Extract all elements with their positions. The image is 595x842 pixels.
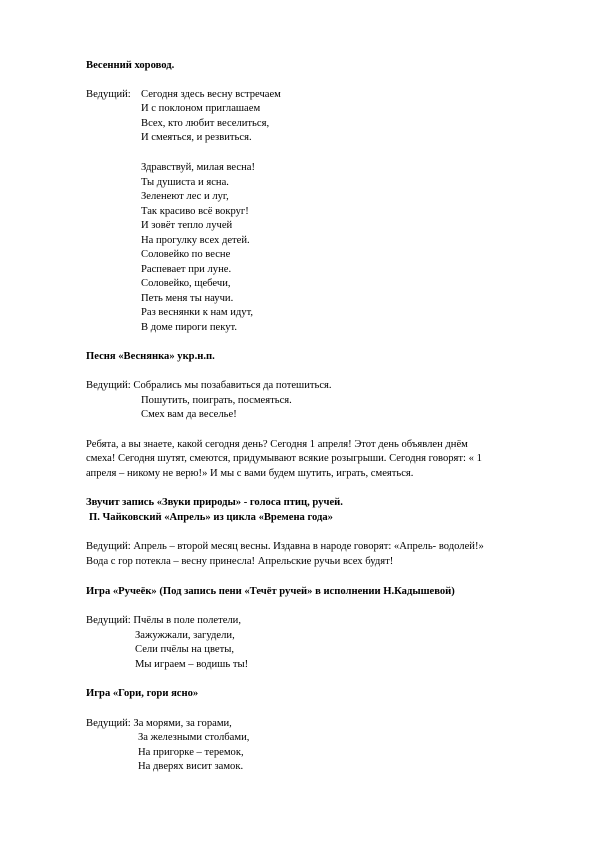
verse-line: Пошутить, поиграть, посмеяться. [141,395,292,406]
paragraph-line: Ведущий: Апрель – второй месяц весны. Издавна в народе говорят: «Апрель- водолей!» [86,541,484,552]
sound-heading: Звучит запись «Звуки природы» - голоса птиц, ручей. [86,497,343,508]
verse-line: И зовёт тепло лучей [141,220,233,231]
verse-line: Здравствуй, милая весна! [141,162,255,173]
verse-line: Зажужжали, загудели, [135,630,235,641]
paragraph-line: Ребята, а вы знаете, какой сегодня день? Сегодня 1 апреля! Этот день объявлен днём [86,439,468,450]
verse-line: Ты душиста и ясна. [141,177,229,188]
music-heading: П. Чайковский «Апрель» из цикла «Времена года» [89,512,333,523]
verse-line: На пригорке – теремок, [138,747,244,758]
verse-line: На прогулку всех детей. [141,235,250,246]
verse-line: За железными столбами, [138,732,250,743]
verse-line: Распевает при луне. [141,264,232,275]
verse-line: Соловейко, щебечи, [141,278,231,289]
song-heading: Песня «Веснянка» укр.н.п. [86,351,215,362]
verse-line: Петь меня ты научи. [141,293,234,304]
game-heading: Игра «Гори, гори ясно» [86,688,199,699]
verse-line: И с поклоном приглашаем [141,103,261,114]
paragraph-line: смеха! Сегодня шутят, смеются, придумывают всякие розыгрыши. Сегодня говорят: « 1 [86,453,482,464]
verse-line: Ведущий: Собрались мы позабавиться да потешиться. [86,380,332,391]
paragraph-line: Вода с гор потекла – весну принесла! Апрельские ручьи всех будят! [86,556,394,567]
verse-line: Так красиво всё вокруг! [141,206,249,217]
verse-line: Мы играем – водишь ты! [135,659,249,670]
speaker-label: Ведущий: [86,89,131,100]
verse-line: Сели пчёлы на цветы, [135,644,234,655]
document-title: Весенний хоровод. [86,60,175,71]
verse-line: На дверях висит замок. [138,761,244,772]
verse-line: Раз веснянки к нам идут, [141,307,254,318]
verse-line: Ведущий: За морями, за горами, [86,718,232,729]
paragraph-line: апреля – никому не верю!» И мы с вами будем шутить, играть, смеяться. [86,468,414,479]
verse-line: Смех вам да веселье! [141,409,237,420]
verse-line: В доме пироги пекут. [141,322,237,333]
verse-line: Сегодня здесь весну встречаем [141,89,281,100]
verse-line: И смеяться, и резвиться. [141,132,252,143]
verse-line: Всех, кто любит веселиться, [141,118,270,129]
verse-line: Зеленеют лес и луг, [141,191,229,202]
verse-line: Ведущий: Пчёлы в поле полетели, [86,615,242,626]
verse-line: Соловейко по весне [141,249,231,260]
game-heading: Игра «Ручеёк» (Под запись пени «Течёт ручей» в исполнении Н.Кадышевой) [86,586,455,597]
